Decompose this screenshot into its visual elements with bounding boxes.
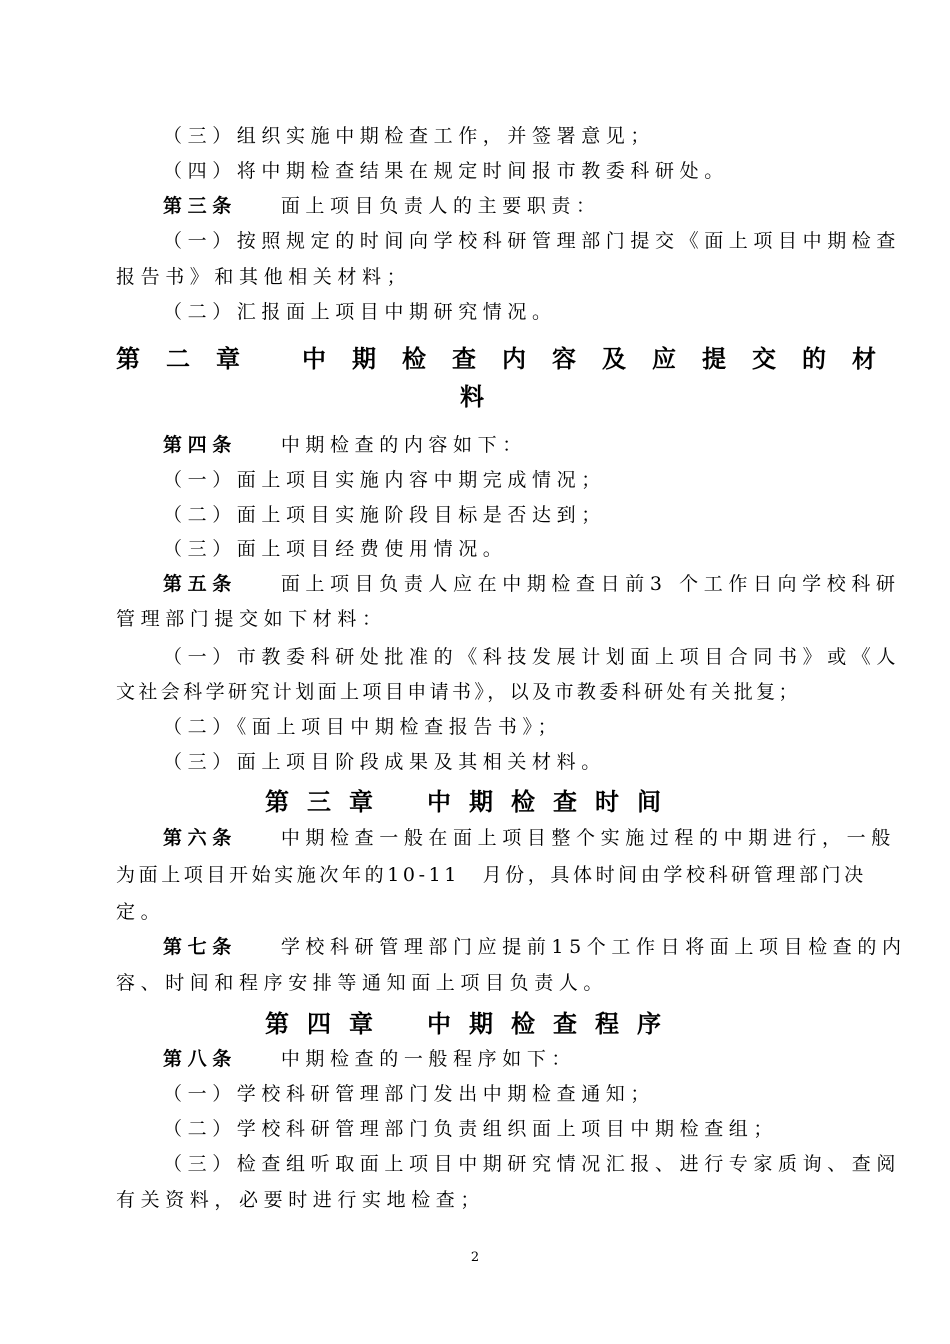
page-number: 2 (470, 1250, 480, 1265)
chapter-heading (116, 786, 828, 818)
list-item: （一）按照规定的时间向学校科研管理部门提交《面上项目中期检查 (163, 230, 902, 252)
list-item: （二）学校科研管理部门负责组织面上项目中期检查组； (163, 1118, 779, 1140)
chapter-heading-continued: 料 (460, 382, 484, 411)
chapter-label: 第三章 (265, 787, 391, 816)
paragraph-line: 管理部门提交如下材料： (116, 608, 387, 630)
article-text: 学校科研管理部门应提前15个工作日将面上项目检查的内 (280, 936, 907, 958)
list-item: （三）面上项目阶段成果及其相关材料。 (163, 751, 606, 773)
article-title: 第三条 (163, 195, 237, 217)
article-title: 第五条 (163, 573, 237, 595)
paragraph-line: 容、时间和程序安排等通知面上项目负责人。 (116, 972, 609, 994)
article-4 (163, 433, 828, 457)
list-item: （一）学校科研管理部门发出中期检查通知； (163, 1083, 656, 1105)
list-item: （一）市教委科研处批准的《科技发展计划面上项目合同书》或《人 (163, 646, 902, 668)
list-item: （二）《面上项目中期检查报告书》； (163, 716, 563, 738)
chapter-label: 第四章 (265, 1009, 391, 1038)
list-item: （二）面上项目实施阶段目标是否达到； (163, 504, 606, 526)
list-item: （三）检查组听取面上项目中期研究情况汇报、进行专家质询、查阅 (163, 1153, 902, 1175)
paragraph-line: 报告书》和其他相关材料； (116, 266, 412, 288)
chapter-title: 中期检查内容及应提交的材 (302, 344, 902, 373)
article-title: 第七条 (163, 936, 237, 958)
article-6 (163, 826, 896, 850)
paragraph-line: 文社会科学研究计划面上项目申请书》，以及市教委科研处有关批复； (116, 681, 801, 703)
article-title: 第六条 (163, 827, 237, 849)
chapter-heading (116, 1008, 828, 1040)
list-item: （二）汇报面上项目中期研究情况。 (163, 301, 557, 323)
paragraph-line: 为面上项目开始实施次年的10-11 月份，具体时间由学校科研管理部门决 (116, 864, 867, 886)
article-text: 中期检查的内容如下： (280, 434, 527, 456)
chapter-title: 中期检查程序 (427, 1009, 679, 1038)
list-item: （四）将中期检查结果在规定时间报市教委科研处。 (163, 160, 729, 182)
article-7 (163, 935, 907, 959)
list-item: （三）组织实施中期检查工作，并签署意见； (163, 125, 656, 147)
article-5 (163, 572, 901, 596)
article-3 (163, 194, 828, 218)
list-item: （一）面上项目实施内容中期完成情况； (163, 469, 606, 491)
article-text: 中期检查的一般程序如下： (280, 1048, 577, 1070)
paragraph-line: 有关资料，必要时进行实地检查； (116, 1189, 486, 1211)
list-item: （三）面上项目经费使用情况。 (163, 538, 508, 560)
article-title: 第四条 (163, 434, 237, 456)
article-8 (163, 1047, 828, 1071)
article-title: 第八条 (163, 1048, 237, 1070)
paragraph-line: 定。 (116, 901, 166, 923)
chapter-heading (116, 343, 902, 375)
article-text: 中期检查一般在面上项目整个实施过程的中期进行，一般 (280, 827, 896, 849)
chapter-title: 中期检查时间 (427, 787, 679, 816)
article-text: 面上项目负责人的主要职责： (280, 195, 601, 217)
article-text: 面上项目负责人应在中期检查日前3 个工作日向学校科研 (280, 573, 901, 595)
chapter-label: 第二章 (116, 344, 266, 373)
